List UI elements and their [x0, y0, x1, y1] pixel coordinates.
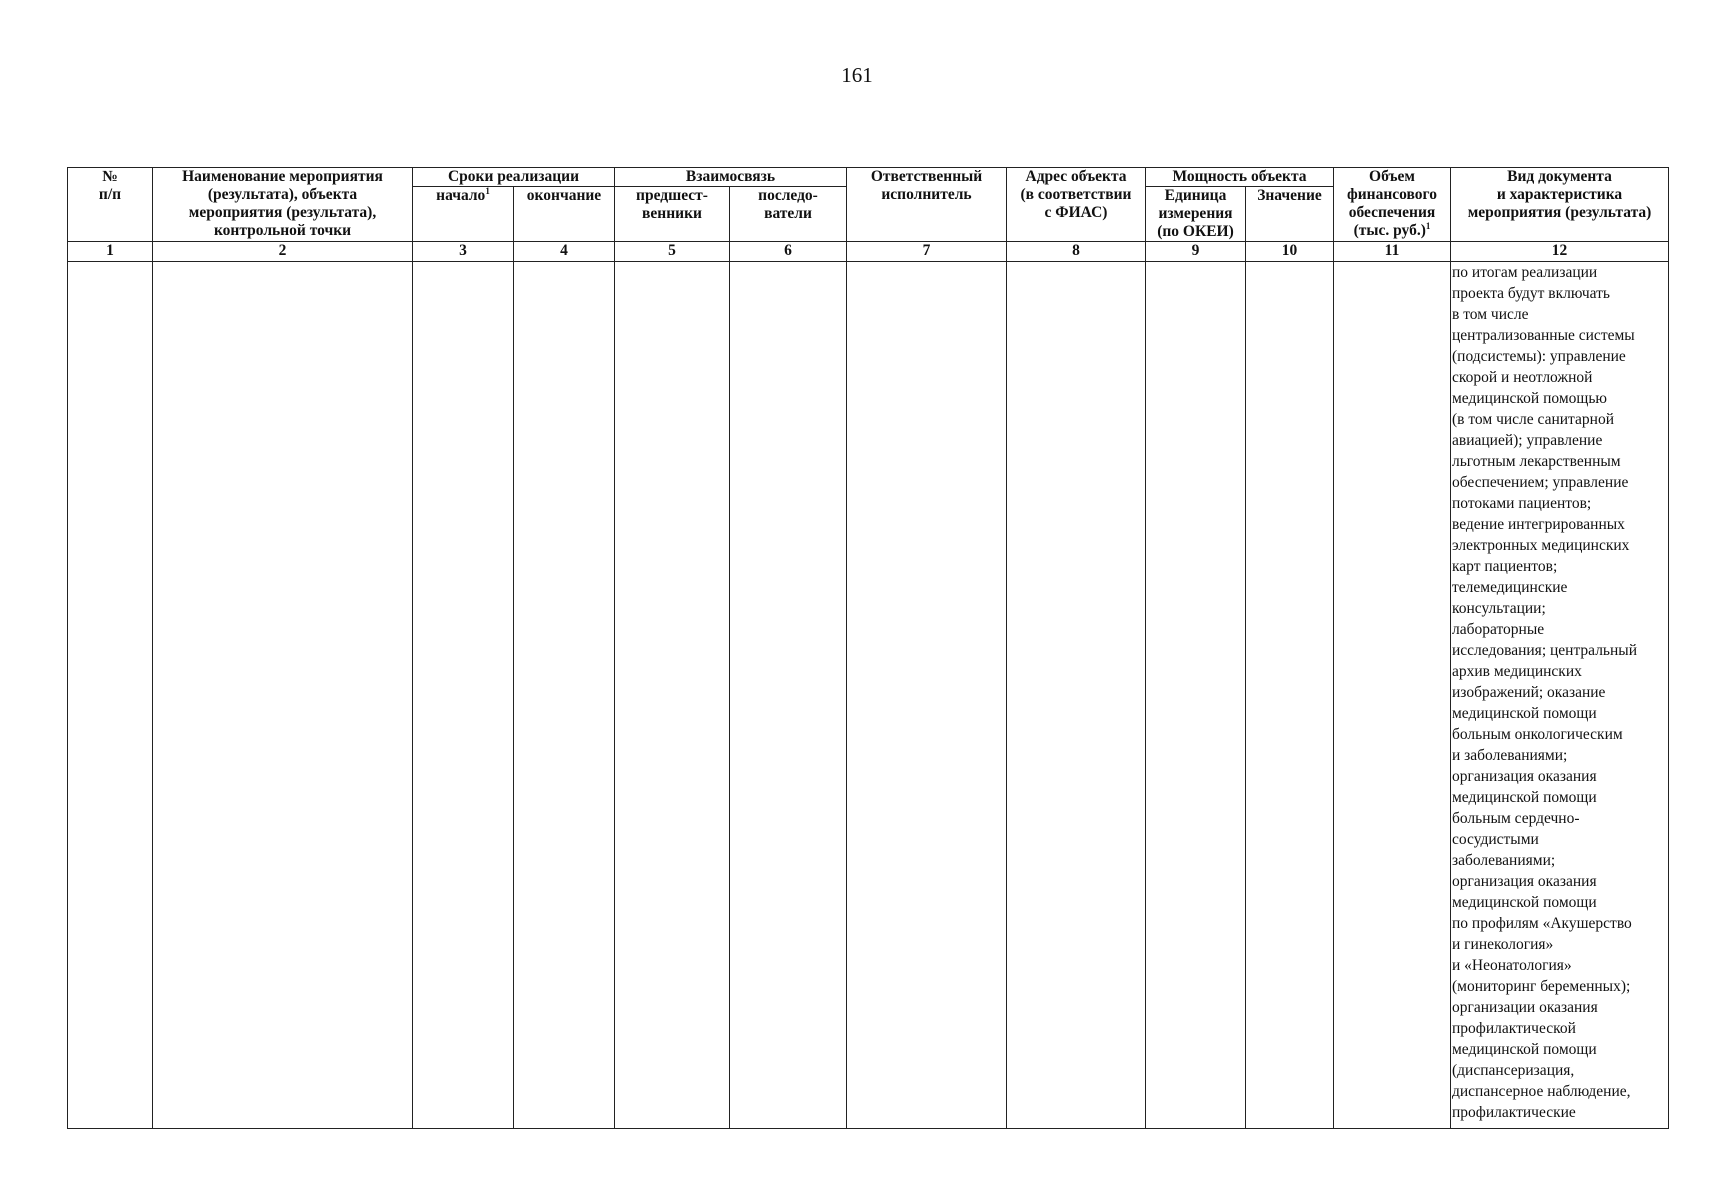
- header-terms-group: Сроки реализации: [413, 168, 615, 187]
- description-line: и «Неонатология»: [1452, 956, 1572, 974]
- header-name: [153, 168, 413, 242]
- header-num-line: п/п: [98, 185, 122, 203]
- description-line: скорой и неотложной: [1452, 368, 1593, 386]
- description-line: медицинской помощи: [1452, 704, 1597, 722]
- description-line: профилактической: [1452, 1019, 1576, 1037]
- header-start: [413, 186, 514, 241]
- header-num-line: №: [102, 168, 118, 185]
- header-funding-line: Объем: [1369, 168, 1415, 185]
- header-unit-line: (по ОКЕИ): [1157, 222, 1234, 240]
- cell-document-description: [1451, 261, 1669, 1128]
- description-line: по итогам реализации: [1452, 263, 1598, 281]
- description-line: профилактические: [1452, 1103, 1576, 1121]
- column-number-row: [68, 241, 1669, 261]
- description-line: обеспечением; управление: [1452, 473, 1629, 491]
- header-successors: [730, 186, 847, 241]
- header-value: Значение: [1246, 186, 1334, 241]
- column-number: 10: [1246, 241, 1334, 261]
- description-line: проекта будут включать: [1452, 284, 1610, 302]
- column-number: 11: [1334, 241, 1451, 261]
- header-name-line: контрольной точки: [213, 221, 352, 239]
- description-line: потоками пациентов;: [1452, 494, 1592, 512]
- cell-responsible: [847, 261, 1007, 1128]
- header-predecessors-line: предшест-: [636, 186, 708, 204]
- header-document-line: Вид документа: [1507, 168, 1612, 185]
- description-line: централизованные системы: [1452, 326, 1635, 344]
- cell-unit: [1146, 261, 1246, 1128]
- description-line: организация оказания: [1452, 767, 1597, 785]
- description-line: лабораторные: [1452, 620, 1545, 638]
- header-funding-line: финансового: [1347, 185, 1437, 203]
- cell-successors: [730, 261, 847, 1128]
- header-unit-line: Единица: [1164, 186, 1227, 204]
- header-document-line: мероприятия (результата): [1467, 203, 1652, 221]
- header-address: [1007, 168, 1146, 242]
- header-name-line: (результата), объекта: [207, 185, 358, 203]
- header-row-top: [68, 168, 1669, 187]
- column-number: 2: [153, 241, 413, 261]
- description-line: и заболеваниями;: [1452, 746, 1568, 764]
- description-line: медицинской помощи: [1452, 788, 1597, 806]
- description-line: диспансерное наблюдение,: [1452, 1082, 1631, 1100]
- description-line: в том числе: [1452, 305, 1529, 323]
- header-unit: [1146, 186, 1246, 241]
- description-line: заболеваниями;: [1452, 851, 1556, 869]
- description-line: медицинской помощью: [1452, 389, 1607, 407]
- description-line: (в том числе санитарной: [1452, 410, 1614, 428]
- page-number: 161: [841, 63, 873, 87]
- header-responsible: [847, 168, 1007, 242]
- header-responsible-line: исполнитель: [881, 185, 972, 203]
- description-line: телемедицинские: [1452, 578, 1568, 596]
- footnote-mark: 1: [485, 186, 490, 196]
- description-line: организация оказания: [1452, 872, 1597, 890]
- activity-plan-table: [67, 167, 1669, 1129]
- cell-address: [1007, 261, 1146, 1128]
- column-number: 7: [847, 241, 1007, 261]
- header-end: окончание: [514, 186, 615, 241]
- description-line: электронных медицинских: [1452, 536, 1630, 554]
- description-line: медицинской помощи: [1452, 893, 1597, 911]
- header-predecessors-line: венники: [642, 204, 702, 222]
- header-name-line: мероприятия (результата),: [188, 203, 377, 221]
- description-line: больным онкологическим: [1452, 725, 1623, 743]
- header-successors-line: последо-: [758, 186, 818, 204]
- description-line: (диспансеризация,: [1452, 1061, 1575, 1079]
- column-number: 12: [1451, 241, 1669, 261]
- description-line: карт пациентов;: [1452, 557, 1558, 575]
- column-number: 4: [514, 241, 615, 261]
- header-relation-group: Взаимосвязь: [615, 168, 847, 187]
- header-num: [68, 168, 153, 242]
- description-line: по профилям «Акушерство: [1452, 914, 1632, 932]
- cell-predecessors: [615, 261, 730, 1128]
- cell-num: [68, 261, 153, 1128]
- header-successors-line: ватели: [764, 204, 812, 222]
- description-line: льготным лекарственным: [1452, 452, 1621, 470]
- cell-name: [153, 261, 413, 1128]
- header-address-line: с ФИАС): [1044, 203, 1108, 221]
- description-line: ведение интегрированных: [1452, 515, 1625, 533]
- description-line: архив медицинских: [1452, 662, 1582, 680]
- header-funding-line: обеспечения: [1348, 203, 1436, 221]
- header-predecessors: [615, 186, 730, 241]
- table-row: [68, 261, 1669, 1128]
- description-line: консультации;: [1452, 599, 1546, 617]
- cell-end: [514, 261, 615, 1128]
- header-capacity-group: Мощность объекта: [1146, 168, 1334, 187]
- header-address-line: Адрес объекта: [1025, 168, 1127, 185]
- header-document-line: и характеристика: [1496, 185, 1623, 203]
- description-line: (подсистемы): управление: [1452, 347, 1626, 365]
- description-line: и гинекология»: [1452, 935, 1554, 953]
- header-start-text: начало: [436, 186, 486, 204]
- column-number: 1: [68, 241, 153, 261]
- description-line: больным сердечно-: [1452, 809, 1580, 827]
- header-funding-line-text: (тыс. руб.): [1353, 221, 1426, 239]
- column-number: 6: [730, 241, 847, 261]
- header-document: [1451, 168, 1669, 242]
- column-number: 8: [1007, 241, 1146, 261]
- column-number: 3: [413, 241, 514, 261]
- column-number: 9: [1146, 241, 1246, 261]
- description-line: (мониторинг беременных);: [1452, 977, 1631, 995]
- column-number: 5: [615, 241, 730, 261]
- header-responsible-line: Ответственный: [870, 168, 983, 185]
- header-funding: [1334, 168, 1451, 242]
- cell-value: [1246, 261, 1334, 1128]
- footnote-mark: 1: [1425, 220, 1431, 231]
- description-line: авиацией); управление: [1452, 431, 1603, 449]
- header-unit-line: измерения: [1158, 204, 1233, 222]
- cell-start: [413, 261, 514, 1128]
- header-funding-line: [1336, 222, 1448, 240]
- cell-funding: [1334, 261, 1451, 1128]
- header-name-line: Наименование мероприятия: [182, 168, 383, 185]
- description-line: исследования; центральный: [1452, 641, 1638, 659]
- description-line: изображений; оказание: [1452, 683, 1606, 701]
- description-line: организации оказания: [1452, 998, 1598, 1016]
- description-line: сосудистыми: [1452, 830, 1539, 848]
- description-line: медицинской помощи: [1452, 1040, 1597, 1058]
- header-address-line: (в соответствии: [1020, 185, 1132, 203]
